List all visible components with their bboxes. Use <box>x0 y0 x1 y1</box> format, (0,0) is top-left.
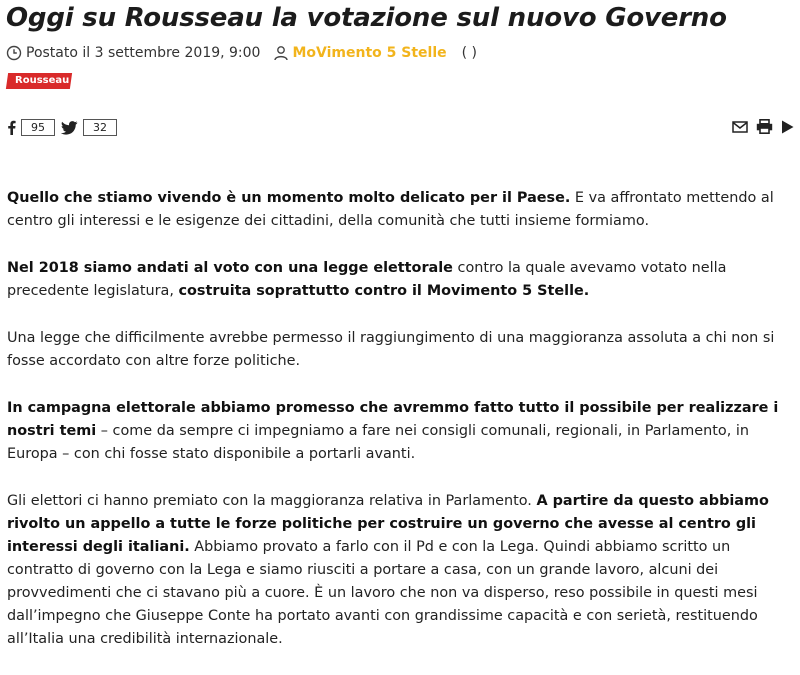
mail-icon[interactable] <box>732 121 748 133</box>
text-run: Una legge che difficilmente avrebbe permesso il raggiungimento di una maggioranza assoluta a chi non si fosse accordato con altre forze politiche. <box>7 330 775 369</box>
twitter-icon[interactable] <box>61 121 78 135</box>
bold-text: In campagna elettorale abbiamo promesso che avremmo fatto tutto il possibile per realizzare i nostri temi <box>7 400 779 439</box>
article-meta <box>6 45 477 61</box>
text-run: E va affrontato mettendo al centro gli interessi e le esigenze dei cittadini, della comunità che tutti insieme formiamo. <box>7 190 774 229</box>
facebook-icon[interactable] <box>7 120 16 135</box>
print-icon[interactable] <box>756 119 773 134</box>
body-paragraph <box>7 490 797 651</box>
text-run: – come da sempre ci impegniamo a fare nei consigli comunali, regionali, in Parlamento, in Europa – con chi fosse stato disponibile a portarli avanti. <box>7 423 749 462</box>
bold-text: Nel 2018 siamo andati al voto con una legge elettorale <box>7 260 453 276</box>
article-title: Oggi su Rousseau la votazione sul nuovo Governo <box>6 3 727 33</box>
body-paragraph <box>7 327 797 373</box>
bold-text: A partire da questo abbiamo rivolto un appello a tutte le forze politiche per costruire un governo che avesse al centro gli interessi degli italiani. <box>7 493 769 555</box>
facebook-share-count: 95 <box>21 119 55 136</box>
category-tag[interactable] <box>6 73 72 89</box>
text-run: contro la quale avevamo votato nella precedente legislatura, <box>7 260 727 299</box>
twitter-share-count: 32 <box>83 119 117 136</box>
article-tools <box>732 119 794 134</box>
text-run: Gli elettori ci hanno premiato con la maggioranza relativa in Parlamento. <box>7 493 537 509</box>
social-share-bar <box>7 119 123 136</box>
author-link[interactable]: MoVimento 5 Stelle <box>292 45 447 61</box>
play-icon[interactable] <box>781 120 794 134</box>
body-paragraph <box>7 257 797 303</box>
bold-text: Quello che stiamo vivendo è un momento molto delicato per il Paese. <box>7 190 571 206</box>
clock-icon <box>6 45 22 61</box>
user-icon <box>273 45 289 61</box>
category-tag-label: Rousseau <box>15 75 70 86</box>
bold-text: costruita soprattutto contro il Movimento 5 Stelle. <box>178 283 590 299</box>
author-extra: ( ) <box>461 45 477 61</box>
text-run: Abbiamo provato a farlo con il Pd e con la Lega. Quindi abbiamo scritto un contratto di governo con la Lega e siamo riusciti a portare a casa, con un grande lavoro, alcuni dei provvedimenti che ci stavano più a cuore. È un lavoro che non va disperso, reso possibile in questi mesi dall’impegno che Giuseppe Conte ha portato avanti con grandissime capacità e con serietà, restituendo all’Italia una credibilità internazionale. <box>7 539 758 647</box>
body-paragraph <box>7 187 797 233</box>
body-paragraph <box>7 397 797 466</box>
article-body <box>7 187 797 675</box>
posted-date: Postato il 3 settembre 2019, 9:00 <box>26 45 261 61</box>
